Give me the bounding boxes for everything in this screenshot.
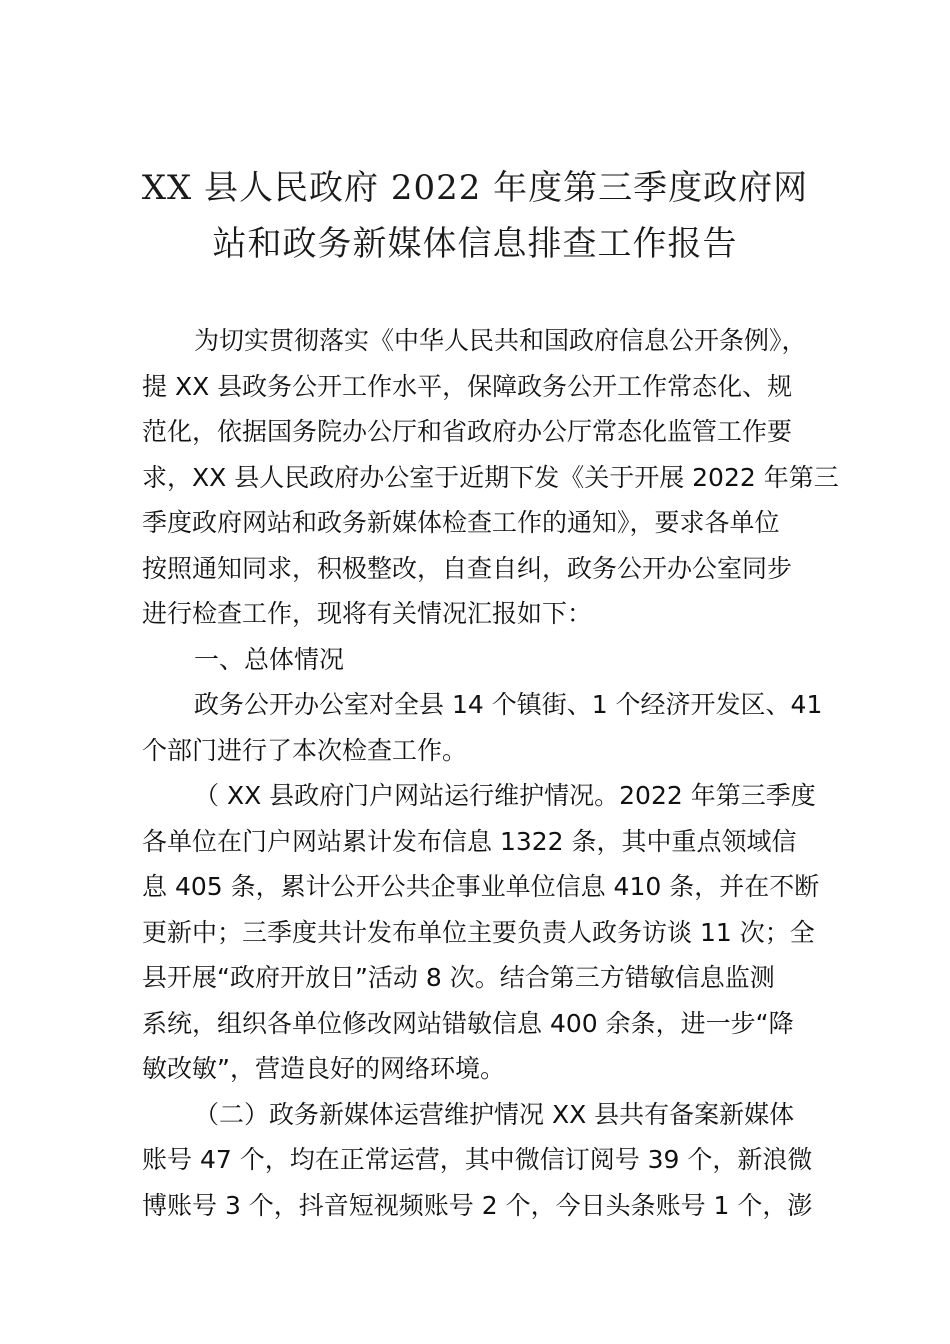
text-line: 博账号 3 个，抖音短视频账号 2 个，今日头条账号 1 个，澎: [142, 1190, 813, 1220]
paragraph-new-media: [142, 1092, 812, 1229]
document-title: [100, 160, 850, 272]
section-heading: [142, 637, 812, 683]
text-line: 季度政府网站和政务新媒体检查工作的通知》，要求各单位: [142, 508, 780, 537]
text-line: 个部门进行了本次检查工作。: [142, 735, 468, 765]
text-line: （ XX 县政府门户网站运行维护情况。2022 年第三季度: [194, 781, 816, 810]
text-line: 系统，组织各单位修改网站错敏信息 400 余条，进一步“降: [142, 1008, 794, 1038]
text-line: （二）政务新媒体运营维护情况 XX 县共有备案新媒体: [194, 1099, 795, 1129]
text-line: 按照通知同求，积极整改，自查自纠，政务公开办公室同步: [142, 553, 793, 583]
text-line: 各单位在门户网站累计发布信息 1322 条，其中重点领域信: [142, 826, 797, 856]
paragraph-overview: [142, 682, 823, 773]
text-line: 一、总体情况: [194, 644, 345, 674]
text-line: 息 405 条，累计公开公共企事业单位信息 410 条，并在不断: [142, 872, 820, 901]
text-line: 提 XX 县政务公开工作水平，保障政务公开工作常态化、规: [142, 371, 793, 401]
title-line-1: XX 县人民政府 2022 年度第三季度政府网: [141, 168, 809, 208]
text-line: 进行检查工作，现将有关情况汇报如下：: [142, 599, 593, 628]
paragraph-website: [142, 773, 820, 1092]
text-line: 范化，依据国务院办公厅和省政府办公厅常态化监管工作要: [142, 417, 793, 446]
title-line-2: 站和政务新媒体信息排查工作报告: [212, 224, 738, 264]
text-line: 更新中；三季度共计发布单位主要负责人政务访谈 11 次；全: [142, 917, 815, 947]
text-line: 为切实贯彻落实《中华人民共和国政府信息公开条例》，: [194, 326, 807, 355]
text-line: 账号 47 个，均在正常运营，其中微信订阅号 39 个，新浪微: [142, 1145, 813, 1174]
text-line: 求，XX 县人民政府办公室于近期下发《关于开展 2022 年第三: [142, 462, 839, 492]
text-line: 政务公开办公室对全县 14 个镇街、1 个经济开发区、41: [194, 690, 823, 719]
text-line: 敏改敏”，营造良好的网络环境。: [142, 1054, 505, 1083]
text-line: 县开展“政府开放日”活动 8 次。结合第三方错敏信息监测: [142, 963, 775, 992]
document-body: [142, 318, 839, 1228]
paragraph-intro: [142, 318, 839, 637]
